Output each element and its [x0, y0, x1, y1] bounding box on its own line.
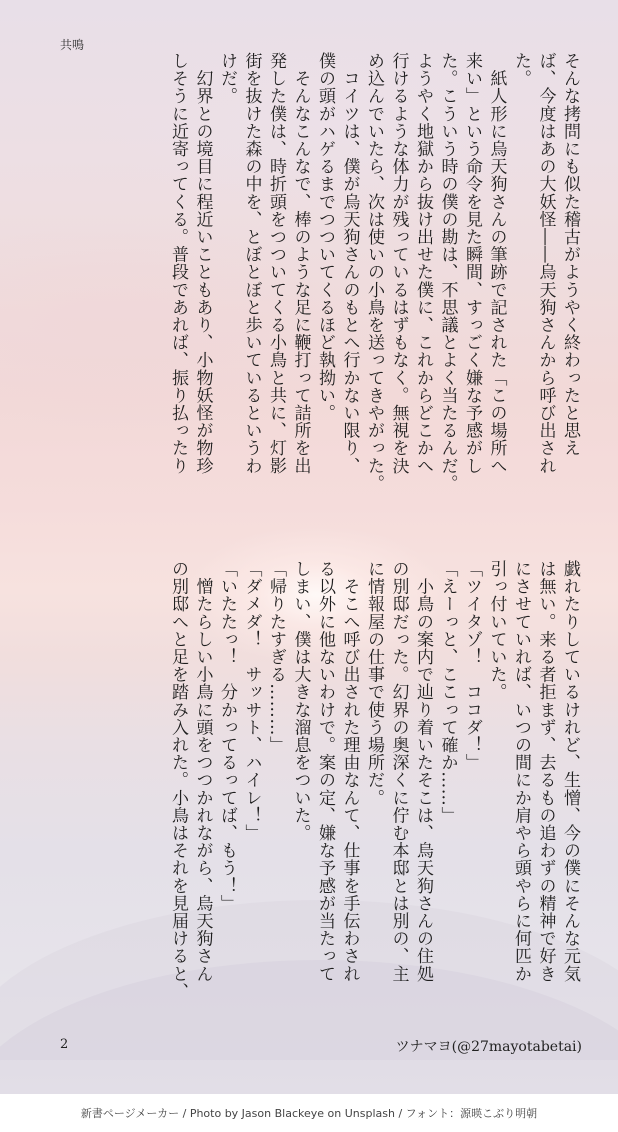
page-number: 2 — [60, 1037, 69, 1052]
body-text-lower: 戯れたりしているけれど、生憎、今の僕にそんな元気 は無い。来る者拒まず、去るもの追わずの精神で好き にさせていれば、いつの間にか肩やら頭やらに何匹か 引っ付いていた。 「ツイタゾ！ ココダ！」 「えーっと、ここって確か……」 小鳥の案内で辿り着いたそこは、烏天狗さんの住処 の別邸だった。幻界の奥深くに佇む本邸とは別の、主 に情報屋の仕事で使う場所だ。 そこへ呼び出された理由なんて、仕事を手伝わされ る以外に他ないわけで。案の定、嫌な予感が当たって しまい、僕は大きな溜息をついた。 「帰りたすぎる………」 「ダメダ！ サッサト、ハイレ！」 「いたたっ！ 分かってるってば、もう！」 憎たらしい小鳥に頭をつつかれながら、烏天狗さん の別邸へと足を踏み入れた。小鳥はそれを見届けると、 — [168, 560, 580, 1000]
credits-footer: 新書ページメーカー / Photo by Jason Blackeye on Unsplash / フォント：源暎こぶり明朝 — [0, 1094, 618, 1132]
page-title: 共鳴 — [60, 38, 85, 52]
author-credit: ツナマヨ(@27mayotabetai) — [395, 1039, 582, 1055]
body-text-upper: そんな拷問にも似た稽古がようやく終わったと思え ば、今度はあの大妖怪――烏天狗さんから呼び出され た。 紙人形に烏天狗さんの筆跡で記された「この場所へ 来い」という命令を見た瞬間、すっごく嫌な予感がし た。こういう時の僕の勘は、不思議とよく当たるんだ。 ようやく地獄から抜け出せた僕に、これからどこかへ 行けるような体力が残っているはずもなく。無視を決 め込んでいたら、次は使いの小鳥を送ってきやがった。 コイツは、僕が烏天狗さんのもとへ行かない限り、 僕の頭がハゲるまでつついてくるほど執拗い。 そんなこんなで、棒のような足に鞭打って詰所を出 発した僕は、時折頭をつついてくる小鳥と共に、灯影 街を抜けた森の中を、とぼとぼと歩いているというわ けだ。 幻界との境目に程近いこともあり、小物妖怪が物珍 しそうに近寄ってくる。普段であれば、振り払ったり — [168, 52, 580, 492]
